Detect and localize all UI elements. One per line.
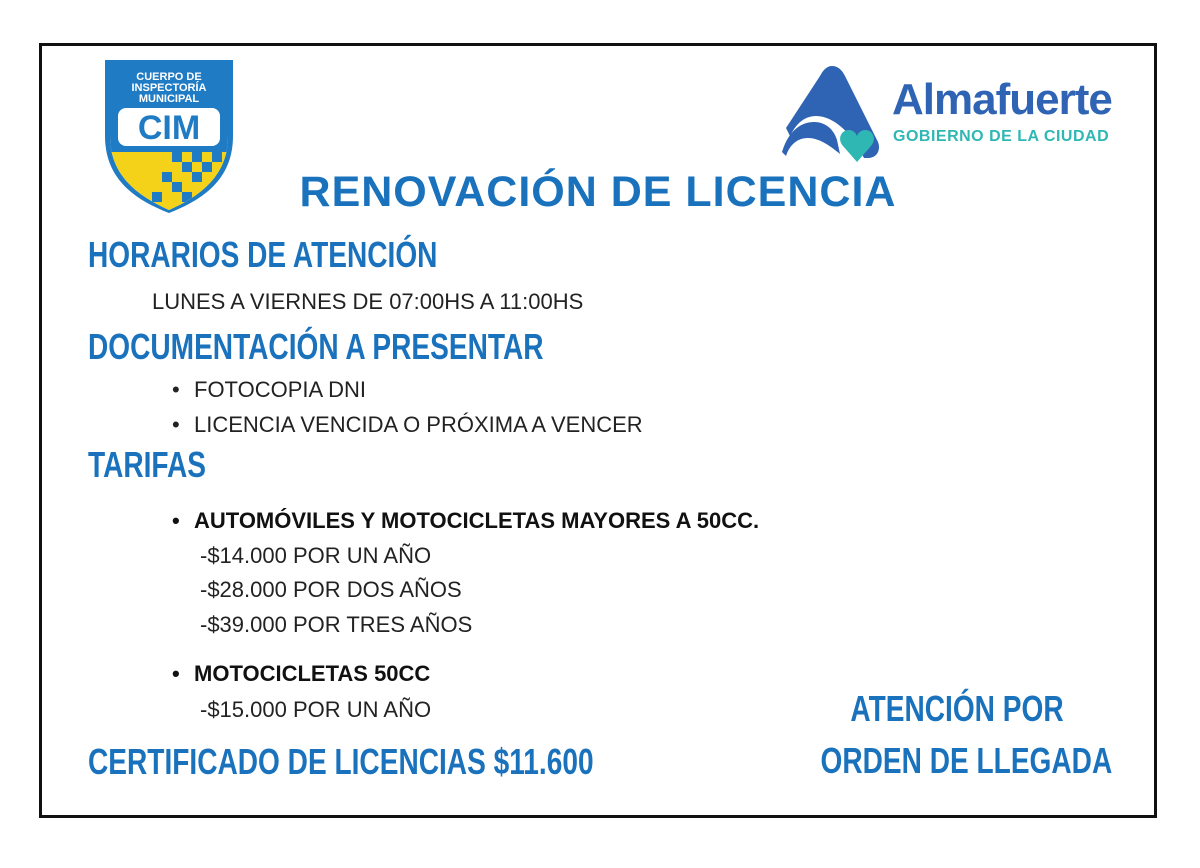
logo-name: Almafuerte (892, 75, 1112, 124)
fee-price: -$15.000 POR UN AÑO (200, 697, 432, 722)
certificate-price: CERTIFICADO DE LICENCIAS $11.600 (88, 741, 594, 782)
fees-heading: TARIFAS (88, 444, 207, 485)
document-item: • LICENCIA VENCIDA O PRÓXIMA A VENCER (172, 412, 643, 438)
attention-line1: ATENCIÓN POR (850, 688, 1064, 729)
document-item: • FOTOCOPIA DNI (172, 377, 366, 403)
badge-line2: INSPECTORÍA (131, 82, 207, 94)
fee-group-label: • MOTOCICLETAS 50CC (172, 661, 430, 687)
fee-price: -$28.000 POR DOS AÑOS (200, 577, 462, 602)
hours-heading: HORARIOS DE ATENCIÓN (88, 234, 438, 275)
hours-text: LUNES A VIERNES DE 07:00HS A 11:00HS (152, 289, 584, 314)
badge-line3: MUNICIPAL (138, 93, 200, 105)
fee-price: -$39.000 POR TRES AÑOS (200, 612, 473, 637)
logo-subtitle: GOBIERNO DE LA CIUDAD (893, 128, 1110, 145)
flyer-frame (39, 43, 1157, 818)
badge-acronym: CIM (137, 109, 201, 147)
attention-line2: ORDEN DE LLEGADA (820, 740, 1113, 781)
documents-heading: DOCUMENTACIÓN A PRESENTAR (88, 326, 544, 367)
badge-line1: CUERPO DE (136, 71, 202, 83)
page-title: RENOVACIÓN DE LICENCIA (299, 168, 897, 216)
almafuerte-logo (782, 64, 1134, 162)
fee-group-label: • AUTOMÓVILES Y MOTOCICLETAS MAYORES A 50CC. (172, 508, 759, 534)
almafuerte-mark-icon (782, 64, 882, 162)
fee-price: -$14.000 POR UN AÑO (200, 543, 432, 568)
